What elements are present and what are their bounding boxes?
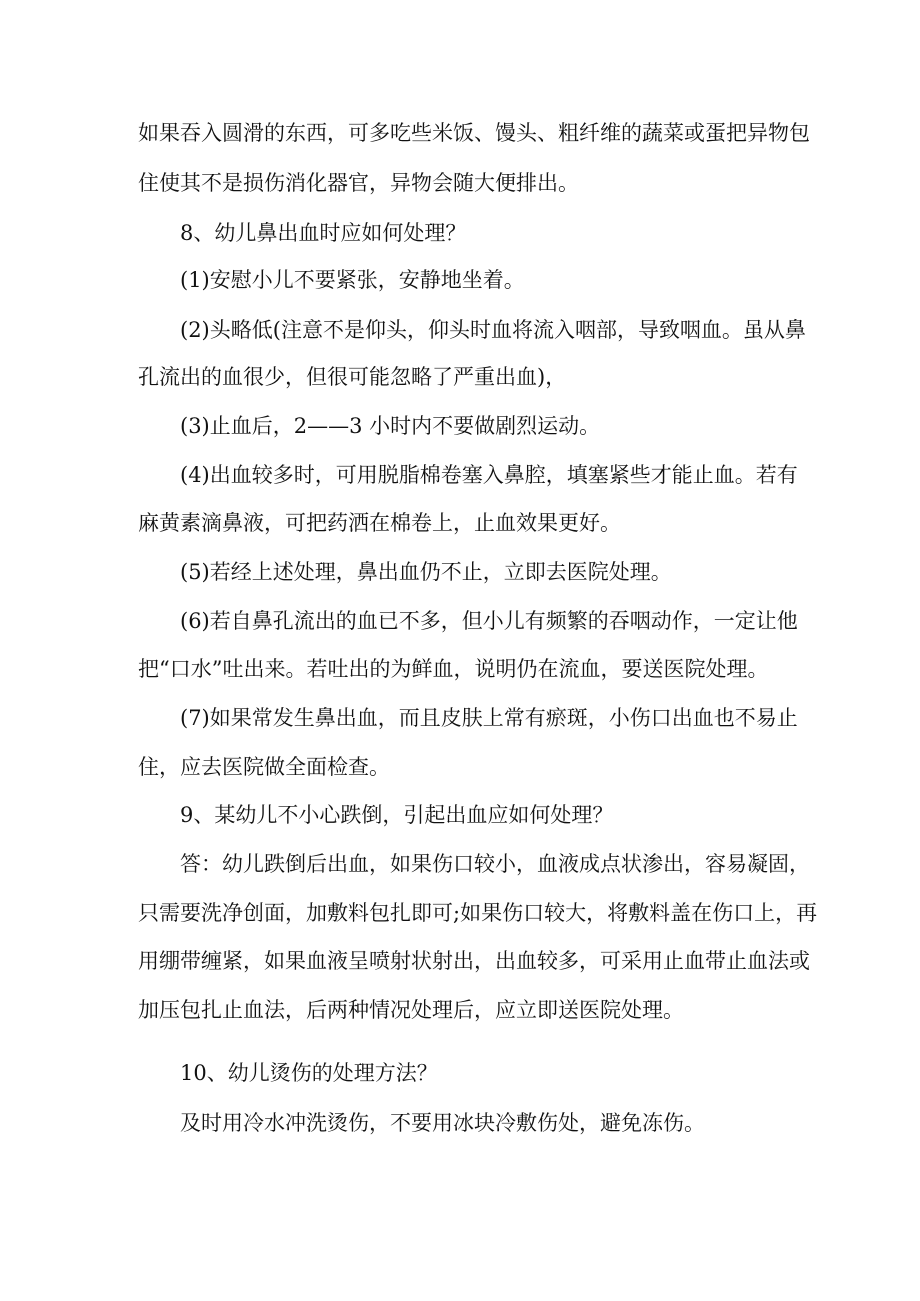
paragraph-line: 把“口水”吐出来。若吐出的为鲜血，说明仍在流血，要送医院处理。 bbox=[138, 657, 769, 681]
paragraph-line: 用绷带缠紧，如果血液呈喷射状射出，出血较多，可采用止血带止血法或 bbox=[138, 949, 810, 973]
answer-line: 答：幼儿跌倒后出血，如果伤口较小，血液成点状渗出，容易凝固， bbox=[180, 852, 810, 876]
list-item: (2)头略低(注意不是仰头，仰头时血将流入咽部，导致咽血。虽从鼻 bbox=[180, 318, 806, 342]
list-item: (7)如果常发生鼻出血，而且皮肤上常有瘀斑，小伤口出血也不易止 bbox=[180, 706, 798, 730]
list-item: (1)安慰小儿不要紧张，安静地坐着。 bbox=[180, 268, 525, 292]
paragraph-line: 只需要洗净创面，加敷料包扎即可;如果伤口较大，将敷料盖在伤口上，再 bbox=[138, 901, 818, 925]
paragraph-line: 麻黄素滴鼻液，可把药洒在棉卷上，止血效果更好。 bbox=[138, 511, 621, 535]
paragraph-line: 住，应去医院做全面检查。 bbox=[138, 755, 390, 779]
list-item: (3)止血后，2——3 小时内不要做剧烈运动。 bbox=[180, 414, 601, 438]
list-item: (4)出血较多时，可用脱脂棉卷塞入鼻腔，填塞紧些才能止血。若有 bbox=[180, 463, 798, 487]
answer-line: 及时用冷水冲洗烫伤，不要用冰块冷敷伤处，避免冻伤。 bbox=[180, 1111, 705, 1135]
list-item: (6)若自鼻孔流出的血已不多，但小儿有频繁的吞咽动作，一定让他 bbox=[180, 609, 798, 633]
question-heading: 8、幼儿鼻出血时应如何处理？ bbox=[180, 221, 467, 245]
paragraph-line: 住使其不是损伤消化器官，异物会随大便排出。 bbox=[138, 171, 579, 195]
paragraph-line: 孔流出的血很少，但很可能忽略了严重出血)， bbox=[138, 365, 567, 389]
question-heading: 10、幼儿烫伤的处理方法？ bbox=[180, 1061, 438, 1085]
paragraph-line: 如果吞入圆滑的东西，可多吃些米饭、馒头、粗纤维的蔬菜或蛋把异物包 bbox=[138, 121, 810, 145]
list-item: (5)若经上述处理，鼻出血仍不止，立即去医院处理。 bbox=[180, 560, 672, 584]
paragraph-line: 加压包扎止血法，后两种情况处理后，应立即送医院处理。 bbox=[138, 998, 684, 1022]
question-heading: 9、某幼儿不小心跌倒，引起出血应如何处理？ bbox=[180, 803, 614, 827]
